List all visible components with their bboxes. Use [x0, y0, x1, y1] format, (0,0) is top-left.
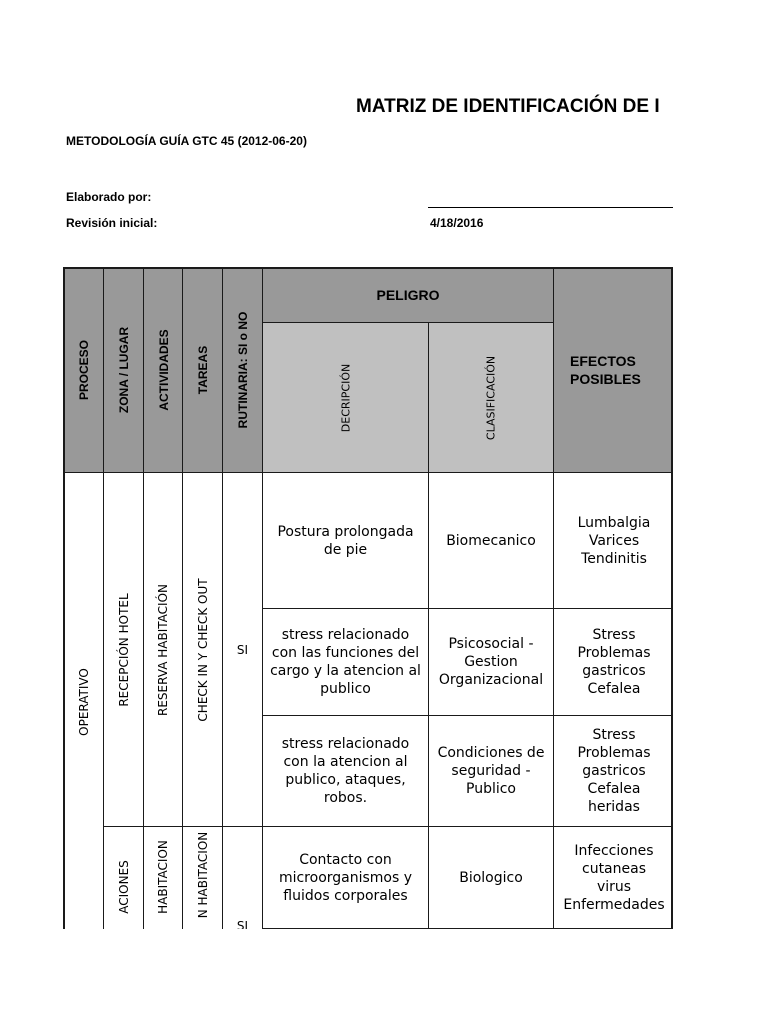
header-tareas: TAREAS [182, 267, 223, 473]
descripcion-cell: stress relacionado con las funciones del cargo y la atencion al publico [262, 608, 429, 716]
header-rutinaria: RUTINARIA: SI o NO [222, 267, 263, 473]
clasificacion-cell: Biologico [428, 826, 554, 929]
tarea-cell: N HABITACION [182, 826, 223, 929]
clasificacion-cell: Condiciones de seguridad - Publico [428, 715, 554, 827]
descripcion-cell: Contacto con microorganismos y fluidos corporales [262, 826, 429, 929]
prepared-by-line [428, 207, 673, 208]
prepared-by-label: Elaborado por: [66, 190, 152, 204]
header-actividades: ACTIVIDADES [143, 267, 184, 473]
actividad-cell: HABITACION [143, 826, 183, 929]
document-title: MATRIZ DE IDENTIFICACIÓN DE I [356, 96, 660, 117]
header-peligro: PELIGRO [262, 267, 554, 323]
descripcion-cell: Postura prolongada de pie [262, 472, 429, 609]
efectos-cell: Lumbalgia Varices Tendinitis [553, 472, 673, 609]
header-descripcion: DECRIPCIÓN [262, 322, 429, 473]
clasificacion-cell: Biomecanico [428, 472, 554, 609]
header-efectos: EFECTOS POSIBLES [553, 267, 673, 473]
header-zona: ZONA / LUGAR [103, 267, 144, 473]
actividad-cell: RESERVA HABITACIÓN [143, 472, 183, 827]
efectos-cell: Infecciones cutaneas virus Enfermedades [553, 826, 673, 929]
methodology-label: METODOLOGÍA GUÍA GTC 45 (2012-06-20) [66, 134, 307, 148]
proceso-cell: OPERATIVO [63, 472, 104, 929]
header-clasificacion: CLASIFICACIÓN [428, 322, 554, 473]
descripcion-cell: stress relacionado con la atencion al publico, ataques, robos. [262, 715, 429, 827]
zona-cell: RECEPCIÓN HOTEL [103, 472, 144, 827]
efectos-cell: Stress Problemas gastricos Cefalea heridas [553, 715, 673, 827]
rutinaria-cell: SI [222, 472, 263, 827]
efectos-cell: Stress Problemas gastricos Cefalea [553, 608, 673, 716]
revision-label: Revisión inicial: [66, 216, 158, 230]
risk-matrix-table [63, 267, 673, 929]
revision-date: 4/18/2016 [430, 216, 484, 230]
zona-cell: ACIONES [103, 826, 144, 929]
header-proceso: PROCESO [63, 267, 104, 473]
clasificacion-cell: Psicosocial - Gestion Organizacional [428, 608, 554, 716]
tarea-cell: CHECK IN Y CHECK OUT [182, 472, 223, 827]
rutinaria-cell: SI [222, 826, 263, 929]
